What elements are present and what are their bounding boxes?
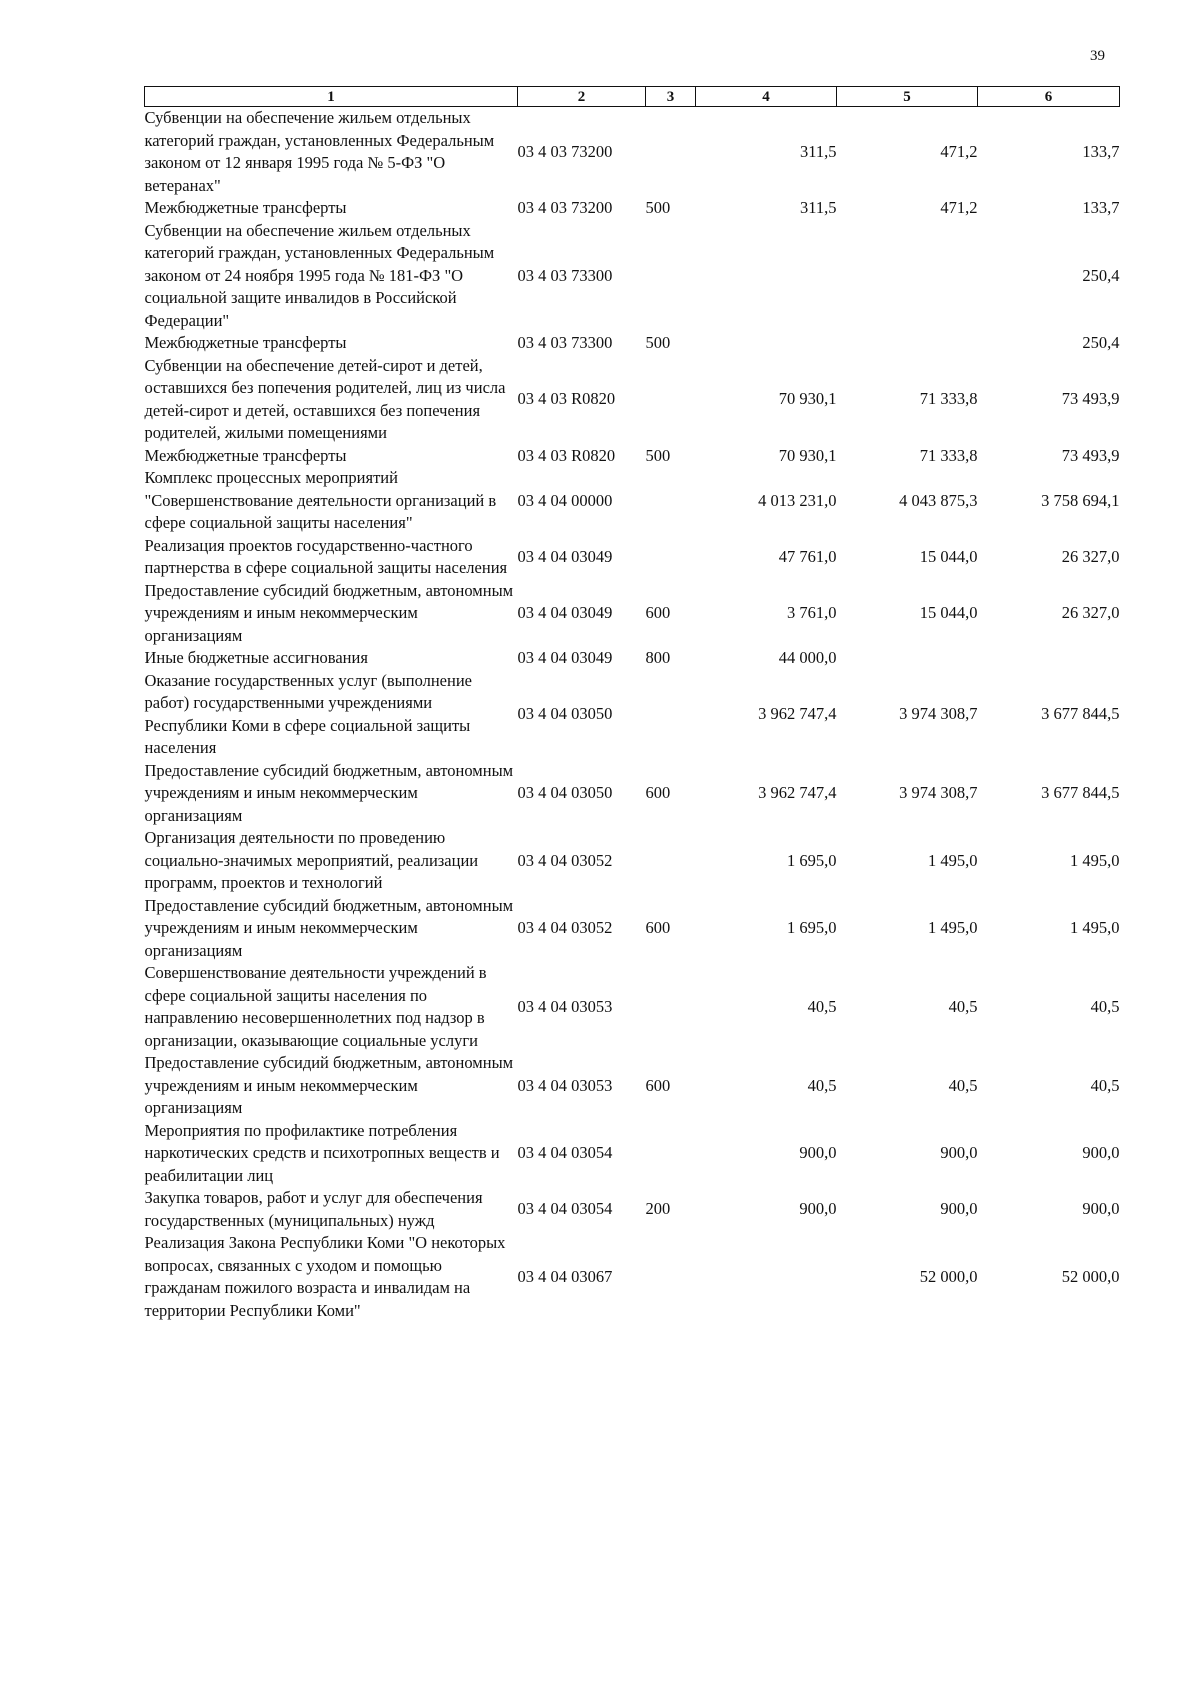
row-amount-year1: 311,5 bbox=[799, 198, 837, 217]
row-amount-year3: 900,0 bbox=[1082, 1143, 1120, 1162]
row-amount-year3: 40,5 bbox=[1090, 1075, 1120, 1095]
table-body bbox=[145, 107, 1120, 1323]
header-col-5: 5 bbox=[837, 87, 978, 107]
row-code: 03 4 03 R0820 bbox=[517, 445, 616, 465]
row-amount-year1: 70 930,1 bbox=[778, 389, 837, 409]
row-kvr bbox=[646, 107, 696, 198]
row-amount-year1: 40,5 bbox=[807, 996, 837, 1016]
row-kvr: 500 bbox=[645, 198, 671, 217]
row-kvr bbox=[646, 355, 696, 445]
table-row bbox=[145, 1187, 1120, 1232]
row-code: 03 4 04 03052 bbox=[517, 918, 613, 937]
row-name: Реализация проектов государственно-частного партнерства в сфере социальной защиты населения bbox=[144, 535, 508, 577]
row-amount-year1: 44 000,0 bbox=[778, 648, 837, 667]
row-name: Иные бюджетные ассигнования bbox=[144, 648, 368, 667]
row-amount-year3 bbox=[978, 647, 1120, 670]
row-name: Предоставление субсидий бюджетным, автономным учреждениям и иным некоммерческим организациям bbox=[144, 1053, 514, 1117]
row-amount-year3: 3 677 844,5 bbox=[1041, 783, 1120, 802]
row-name: Закупка товаров, работ и услуг для обеспечения государственных (муниципальных) нужд bbox=[144, 1188, 483, 1230]
row-name: Предоставление субсидий бюджетным, автономным учреждениям и иным некоммерческим организациям bbox=[144, 760, 514, 825]
table-row bbox=[145, 445, 1120, 468]
row-name: Мероприятия по профилактике потребления наркотических средств и психотропных веществ и реабилитации лиц bbox=[144, 1120, 500, 1185]
row-kvr bbox=[646, 670, 696, 760]
row-amount-year3: 52 000,0 bbox=[1061, 1266, 1120, 1286]
row-amount-year3: 900,0 bbox=[1082, 1199, 1120, 1219]
table-row bbox=[145, 197, 1120, 220]
table-row bbox=[145, 467, 1120, 535]
row-kvr bbox=[646, 1232, 696, 1322]
row-name: Межбюджетные трансферты bbox=[144, 445, 347, 465]
table-row bbox=[145, 895, 1120, 963]
row-code: 03 4 03 73300 bbox=[517, 333, 613, 352]
row-amount-year1: 3 962 747,4 bbox=[758, 704, 837, 724]
row-amount-year2: 900,0 bbox=[940, 1143, 978, 1162]
row-amount-year2: 40,5 bbox=[948, 996, 978, 1016]
row-amount-year3: 3 677 844,5 bbox=[1041, 704, 1120, 724]
row-amount-year3: 250,4 bbox=[1082, 265, 1120, 285]
row-amount-year2: 471,2 bbox=[940, 141, 978, 161]
header-col-2: 2 bbox=[518, 87, 646, 107]
row-amount-year1: 4 013 231,0 bbox=[758, 490, 837, 510]
row-code: 03 4 03 R0820 bbox=[517, 389, 616, 409]
row-code: 03 4 04 03049 bbox=[517, 648, 613, 667]
row-kvr bbox=[646, 467, 696, 535]
row-amount-year1: 3 962 747,4 bbox=[758, 783, 837, 802]
row-name: Организация деятельности по проведению социально-значимых мероприятий, реализации программ, проектов и технологий bbox=[144, 828, 479, 892]
row-code: 03 4 03 73300 bbox=[517, 265, 613, 285]
row-amount-year1 bbox=[696, 332, 837, 355]
row-kvr: 600 bbox=[645, 783, 671, 802]
row-amount-year2: 52 000,0 bbox=[919, 1266, 978, 1286]
row-amount-year2: 71 333,8 bbox=[919, 389, 978, 409]
row-amount-year1: 47 761,0 bbox=[778, 546, 837, 566]
table-row bbox=[145, 220, 1120, 333]
row-amount-year1: 900,0 bbox=[799, 1199, 837, 1219]
row-amount-year3: 73 493,9 bbox=[1061, 389, 1120, 409]
row-amount-year3: 250,4 bbox=[1082, 333, 1120, 352]
row-code: 03 4 04 03049 bbox=[517, 603, 613, 622]
row-name: Межбюджетные трансферты bbox=[144, 198, 347, 217]
row-name: Субвенции на обеспечение жильем отдельных категорий граждан, установленных Федеральным законом от 12 января 1995 года № 5-ФЗ "О ветеранах" bbox=[144, 108, 495, 195]
row-code: 03 4 04 03054 bbox=[517, 1199, 613, 1219]
table-row bbox=[145, 1052, 1120, 1120]
row-amount-year3: 3 758 694,1 bbox=[1041, 490, 1120, 510]
row-code: 03 4 04 03053 bbox=[517, 996, 613, 1016]
row-kvr bbox=[646, 1120, 696, 1188]
row-amount-year3: 73 493,9 bbox=[1061, 445, 1120, 465]
row-amount-year2: 900,0 bbox=[940, 1199, 978, 1219]
row-amount-year1 bbox=[696, 220, 837, 333]
row-amount-year3: 26 327,0 bbox=[1061, 603, 1120, 622]
row-amount-year2: 4 043 875,3 bbox=[899, 490, 978, 510]
table-row bbox=[145, 107, 1120, 198]
row-amount-year1: 40,5 bbox=[807, 1075, 837, 1095]
page-number: 39 bbox=[1090, 48, 1105, 64]
row-amount-year3: 133,7 bbox=[1082, 198, 1120, 217]
row-amount-year1: 3 761,0 bbox=[787, 603, 837, 622]
row-name: Межбюджетные трансферты bbox=[144, 333, 347, 352]
table-row bbox=[145, 760, 1120, 828]
row-kvr bbox=[646, 827, 696, 895]
row-name: Субвенции на обеспечение детей-сирот и детей, оставшихся без попечения родителей, лиц из числа детей-сирот и детей, оставшихся без попечения родителей, жилыми помещениями bbox=[144, 355, 506, 442]
header-col-4: 4 bbox=[696, 87, 837, 107]
row-amount-year2: 1 495,0 bbox=[928, 850, 978, 870]
row-name: Совершенствование деятельности учреждений в сфере социальной защиты населения по направлению несовершеннолетних под надзор в организации, оказывающие социальные услуги bbox=[144, 963, 487, 1050]
row-name: Предоставление субсидий бюджетным, автономным учреждениям и иным некоммерческим организациям bbox=[144, 895, 514, 960]
row-kvr: 200 bbox=[645, 1199, 671, 1219]
row-kvr: 500 bbox=[645, 333, 671, 352]
row-kvr bbox=[646, 220, 696, 333]
row-amount-year3: 26 327,0 bbox=[1061, 546, 1120, 566]
row-amount-year2: 3 974 308,7 bbox=[899, 704, 978, 724]
row-amount-year3: 1 495,0 bbox=[1070, 850, 1120, 870]
header-col-6: 6 bbox=[978, 87, 1120, 107]
row-amount-year2: 471,2 bbox=[940, 198, 978, 217]
row-amount-year2 bbox=[837, 220, 978, 333]
header-col-3: 3 bbox=[646, 87, 696, 107]
row-code: 03 4 04 03054 bbox=[517, 1143, 613, 1162]
row-code: 03 4 04 03049 bbox=[517, 546, 613, 566]
row-amount-year2 bbox=[837, 332, 978, 355]
row-amount-year1: 311,5 bbox=[799, 141, 837, 161]
row-code: 03 4 04 03050 bbox=[517, 704, 613, 724]
header-col-1: 1 bbox=[145, 87, 518, 107]
row-amount-year3: 133,7 bbox=[1082, 141, 1120, 161]
row-amount-year2: 15 044,0 bbox=[919, 603, 978, 622]
table-row bbox=[145, 1232, 1120, 1322]
row-name: Субвенции на обеспечение жильем отдельных категорий граждан, установленных Федеральным законом от 24 ноября 1995 года № 181-ФЗ "О социальной защите инвалидов в Российской Федерации" bbox=[144, 220, 495, 330]
row-amount-year3: 1 495,0 bbox=[1070, 918, 1120, 937]
header-row bbox=[145, 87, 1120, 107]
row-amount-year2: 1 495,0 bbox=[928, 918, 978, 937]
row-kvr: 800 bbox=[645, 648, 671, 667]
row-name: Оказание государственных услуг (выполнение работ) государственными учреждениями Республики Коми в сфере социальной защиты населения bbox=[144, 670, 472, 757]
row-code: 03 4 03 73200 bbox=[517, 198, 613, 217]
row-amount-year2 bbox=[837, 647, 978, 670]
table-row bbox=[145, 670, 1120, 760]
row-amount-year3: 40,5 bbox=[1090, 996, 1120, 1016]
table-row bbox=[145, 535, 1120, 580]
row-kvr bbox=[646, 535, 696, 580]
budget-table bbox=[144, 86, 1120, 1322]
row-amount-year1 bbox=[696, 1232, 837, 1322]
row-amount-year1: 70 930,1 bbox=[778, 445, 837, 465]
row-name: Комплекс процессных мероприятий "Совершенствование деятельности организаций в сфере социальной защиты населения" bbox=[144, 468, 497, 532]
row-kvr: 500 bbox=[645, 445, 671, 465]
table-row bbox=[145, 580, 1120, 648]
row-code: 03 4 04 03050 bbox=[517, 783, 613, 802]
row-amount-year2: 15 044,0 bbox=[919, 546, 978, 566]
row-amount-year1: 1 695,0 bbox=[787, 918, 837, 937]
row-amount-year2: 40,5 bbox=[948, 1075, 978, 1095]
table-row bbox=[145, 1120, 1120, 1188]
row-name: Предоставление субсидий бюджетным, автономным учреждениям и иным некоммерческим организациям bbox=[144, 580, 514, 645]
row-code: 03 4 04 03052 bbox=[517, 850, 613, 870]
row-name: Реализация Закона Республики Коми "О некоторых вопросах, связанных с уходом и помощью гражданам пожилого возраста и инвалидам на территории Республики Коми" bbox=[144, 1233, 506, 1320]
row-code: 03 4 04 03053 bbox=[517, 1075, 613, 1095]
row-code: 03 4 03 73200 bbox=[517, 141, 613, 161]
row-amount-year2: 3 974 308,7 bbox=[899, 783, 978, 802]
table-row bbox=[145, 827, 1120, 895]
table-row bbox=[145, 647, 1120, 670]
row-code: 03 4 04 00000 bbox=[517, 490, 613, 510]
table-header bbox=[145, 87, 1120, 107]
row-amount-year1: 900,0 bbox=[799, 1143, 837, 1162]
row-kvr bbox=[646, 962, 696, 1052]
row-code: 03 4 04 03067 bbox=[517, 1266, 613, 1286]
row-kvr: 600 bbox=[645, 1075, 671, 1095]
row-amount-year2: 71 333,8 bbox=[919, 445, 978, 465]
row-kvr: 600 bbox=[645, 603, 671, 622]
row-kvr: 600 bbox=[645, 918, 671, 937]
table-row bbox=[145, 962, 1120, 1052]
table-row bbox=[145, 332, 1120, 355]
table-row bbox=[145, 355, 1120, 445]
row-amount-year1: 1 695,0 bbox=[787, 850, 837, 870]
